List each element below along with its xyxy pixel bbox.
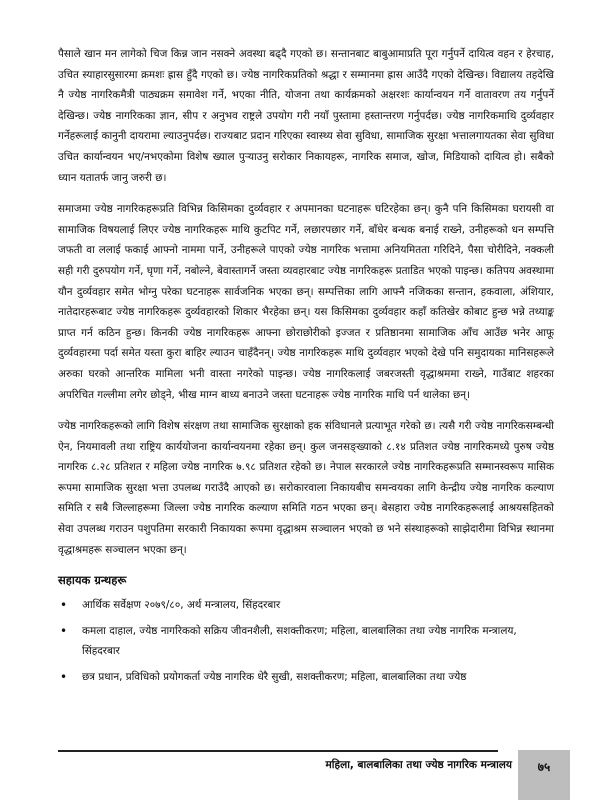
reference-text: आर्थिक सर्वेक्षण २०७९/८०, अर्थ मन्त्रालय, सिंहदरबार: [82, 599, 281, 612]
page-number-box: [518, 750, 570, 800]
references-list: [58, 595, 554, 687]
reference-item: [58, 621, 554, 661]
page-footer: [0, 750, 600, 800]
reference-item: [58, 667, 554, 687]
bullet-icon: •: [60, 670, 68, 685]
bullet-icon: •: [60, 598, 68, 613]
reference-text: कमला दाहाल, ज्येष्ठ नागरिकको सक्रिय जीवनशैली, सशक्तीकरण; महिला, बालबालिका तथा ज्येष्ठ नागरिक मन्त्रालय, सिंहदरबार: [82, 625, 517, 658]
reference-item: [58, 595, 554, 615]
bullet-icon: •: [60, 624, 68, 639]
paragraph-1: पैसाले खान मन लागेको चिज किन्न जान नसक्ने अवस्था बढ्दै गएको छ। सन्तानबाट बाबुआमाप्रति पूरा गर्नुपर्ने दायित्व वहन र हेरचाह, उचित स्याहारसुसारमा क्रमशः ह्रास हुँदै गएको छ। ज्येष्ठ नागरिकप्रतिको श्रद्धा र सम्मानमा ह्रास आउँदै गएको देखिन्छ। विद्यालय तहदेखि नै ज्येष्ठ नागरिकमैत्री पाठ्यक्रम समावेश गर्ने, भएका नीति, योजना तथा कार्यक्रमको अक्षरशः कार्यान्वयन गर्ने वातावरण तय गर्नुपर्ने देखिन्छ। ज्येष्ठ नागरिकका ज्ञान, सीप र अनुभव राष्ट्रले उपयोग गरी नयाँ पुस्तामा हस्तान्तरण गर्नुपर्दछ। ज्येष्ठ नागरिकमाथि दुर्व्यवहार गर्नेहरूलाई कानुनी दायरामा ल्याउनुपर्दछ। राज्यबाट प्रदान गरिएका स्वास्थ्य सेवा सुविधा, सामाजिक सुरक्षा भत्तालगायतका सेवा सुविधा उचित कार्यान्वयन भए/नभएकोमा विशेष ख्याल पुऱ्याउनु सरोकार निकायहरू, नागरिक समाज, खोज, मिडियाको दायित्व हो। सबैको ध्यान यतातर्फ जानु जरुरी छ।: [58, 48, 554, 184]
reference-text: छत्र प्रधान, प्रविधिको प्रयोगकर्ता ज्येष्ठ नागरिक धेरै सुखी, सशक्तीकरण; महिला, बालबालिका तथा ज्येष्ठ: [82, 671, 467, 684]
page-number: ७५: [537, 760, 551, 774]
footer-divider: [58, 750, 498, 752]
paragraph-3: ज्येष्ठ नागरिकहरूको लागि विशेष संरक्षण तथा सामाजिक सुरक्षाको हक संविधानले प्रत्याभूत गरेको छ। त्यसै गरी ज्येष्ठ नागरिकसम्बन्धी ऐन, नियमावली तथा राष्ट्रिय कार्ययोजना कार्यान्वयनमा रहेका छन्। कुल जनसङ्ख्याको ८.१४ प्रतिशत ज्येष्ठ नागरिकमध्ये पुरुष ज्येष्ठ नागरिक ८.२८ प्रतिशत र महिला ज्येष्ठ नागरिक ७.९८ प्रतिशत रहेको छ। नेपाल सरकारले ज्येष्ठ नागरिकहरूप्रति सम्मानस्वरूप मासिक रूपमा सामाजिक सुरक्षा भत्ता उपलब्ध गराउँदै आएको छ। सरोकारवाला निकायबीच समन्वयका लागि केन्द्रीय ज्येष्ठ नागरिक कल्याण समिति र सबै जिल्लाहरूमा जिल्ला ज्येष्ठ नागरिक कल्याण समिति गठन भएका छन्। बेसहारा ज्येष्ठ नागरिकहरूलाई आश्रयसहितको सेवा उपलब्ध गराउन पशुपतिमा सरकारी निकायका रूपमा वृद्धाश्रम सञ्चालन भएको छ भने संस्थाहरूको साझेदारीमा विभिन्न स्थानमा वृद्धाश्रमहरू सञ्चालन भएका छन्।: [58, 420, 554, 556]
page-content: [58, 44, 554, 693]
footer-ministry-name: महिला, बालबालिका तथा ज्येष्ठ नागरिक मन्त्रालय: [325, 759, 512, 771]
references-heading: सहायक ग्रन्थहरू: [58, 573, 127, 588]
paragraph-2: समाजमा ज्येष्ठ नागरिकहरूप्रति विभिन्न किसिमका दुर्व्यवहार र अपमानका घटनाहरू घटिरहेका छन्। कुनै पनि किसिमका घरायसी वा सामाजिक विषयलाई लिएर ज्येष्ठ नागरिकहरू माथि कुटपिट गर्ने, लछारपछार गर्ने, बाँधेर बन्धक बनाई राख्ने, उनीहरूको धन सम्पत्ति जफती वा ललाई फकाई आफ्नो नाममा पार्ने, उनीहरूले पाएको ज्येष्ठ नागरिक भत्तामा अनियमितता गरिदिने, पैसा चोरीदिने, नक्कली सही गरी दुरुपयोग गर्ने, घृणा गर्ने, नबोल्ने, बेवास्तागर्ने जस्ता व्यवहारबाट ज्येष्ठ नागरिकहरू प्रताडित भएको पाइन्छ। कतिपय अवस्थामा यौन दुर्व्यवहार समेत भोग्नु परेका घटनाहरू सार्वजनिक भएका छन्। सम्पत्तिका लागि आफ्नै नजिकका सन्तान, हकवाला, अंशियार, नातेदारहरूबाट ज्येष्ठ नागरिकहरू दुर्व्यवहारको शिकार भैरहेका छन्। यस किसिमका दुर्व्यवहार कहाँ कतिखेर कोबाट हुन्छ भन्ने तथ्याङ्क प्राप्त गर्न कठिन हुन्छ। किनकी ज्येष्ठ नागरिकहरू आफ्ना छोराछोरीको इज्जत र प्रतिष्ठानमा सामाजिक आँच आउँछ भनेर आफू दुर्व्यवहारमा पर्दा समेत यस्ता कुरा बाहिर ल्याउन चाहँदैनन्। ज्येष्ठ नागरिकहरू माथि दुर्व्यवहार भएको देखे पनि समुदायका मानिसहरूले अरुका घरको आन्तरिक मामिला भनी वास्ता नगरेको पाइन्छ। ज्येष्ठ नागरिकलाई जबरजस्ती वृद्धाश्रममा राख्ने, गाउँबाट शहरका अपरिचित गल्लीमा लगेर छोड्ने, भीख माग्न बाध्य बनाउने जस्ता घटनाहरू ज्येष्ठ नागरिक माथि पर्न थालेका छन्।: [58, 203, 554, 401]
